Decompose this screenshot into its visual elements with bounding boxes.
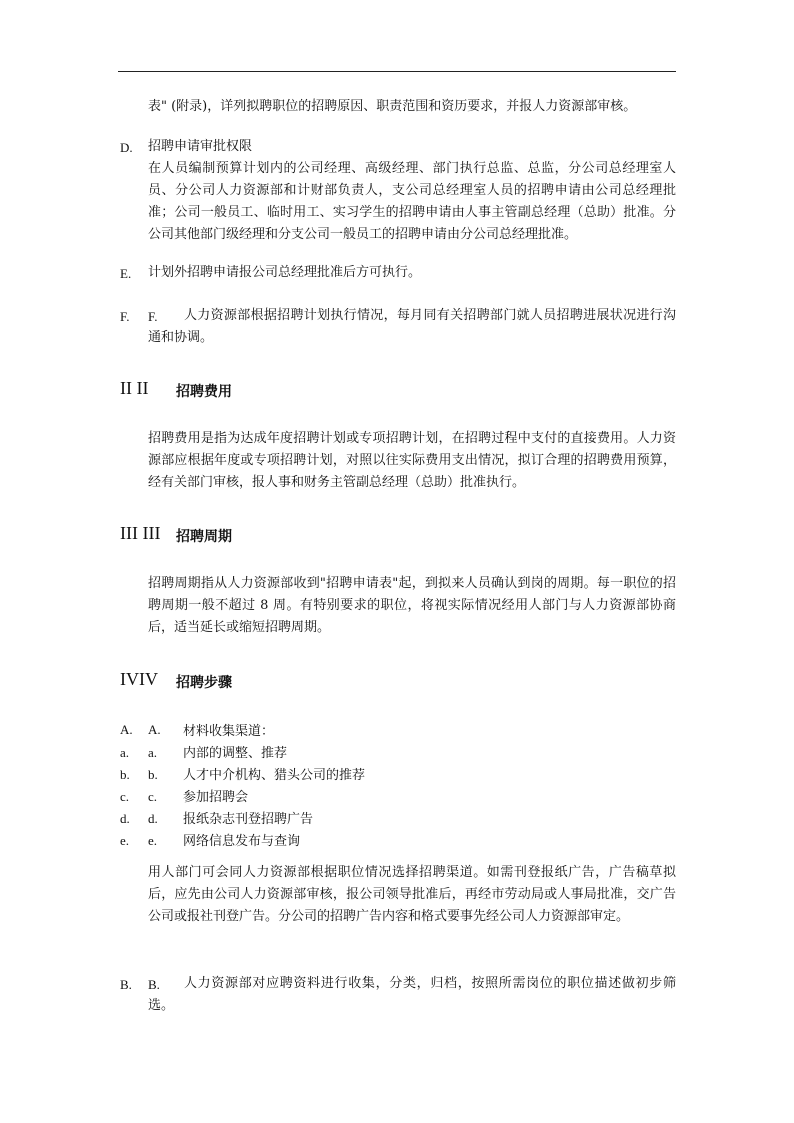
item-marker-d: D. — [120, 140, 133, 155]
section-3-title: 招聘周期 — [176, 529, 232, 545]
channel-marker-repeat: b. — [148, 767, 158, 782]
section-3-number: III III — [120, 523, 161, 543]
item-e-text: 计划外招聘申请报公司总经理批准后方可执行。 — [148, 265, 422, 280]
item-marker-e: E. — [120, 266, 132, 281]
step-a-marker-repeat: A. — [148, 722, 161, 737]
channel-marker-repeat: e. — [148, 833, 158, 848]
item-d-title: 招聘申请审批权限 — [148, 139, 253, 154]
step-b-marker: B. — [120, 977, 132, 992]
channel-item: 报纸杂志刊登招聘广告 — [183, 812, 314, 827]
channel-marker: a. — [120, 745, 130, 760]
channel-marker: e. — [120, 833, 130, 848]
step-a-marker: A. — [120, 722, 133, 737]
section-2-body: 招聘费用是指为达成年度招聘计划或专项招聘计划，在招聘过程中支付的直接费用。人力资源部应根据年度或专项招聘计划，对照以往实际费用支出情况，拟订合理的招聘费用预算，经有关部门审核，报人事和财务主管副总经理（总助）批准执行。 — [148, 431, 676, 490]
step-a-title: 材料收集渠道： — [183, 724, 275, 739]
channel-item: 网络信息发布与查询 — [183, 834, 301, 849]
channel-item: 人才中介机构、猎头公司的推荐 — [183, 768, 366, 783]
channel-marker-repeat: d. — [148, 811, 158, 826]
section-3-body: 招聘周期指从人力资源部收到"招聘申请表"起，到拟来人员确认到岗的周期。每一职位的招聘周期一般不超过 8 周。有特别要求的职位，将视实际情况经用人部门与人力资源部协商后，适当延长或缩短招聘周期。 — [148, 576, 676, 635]
section-2-title: 招聘费用 — [176, 384, 232, 400]
channel-marker: d. — [120, 811, 130, 826]
header-rule — [118, 71, 676, 72]
step-b-marker-repeat: B. — [148, 977, 160, 992]
channel-marker-repeat: a. — [148, 745, 158, 760]
step-b-text: 人力资源部对应聘资料进行收集，分类，归档，按照所需岗位的职位描述做初步筛选。 — [148, 976, 676, 1013]
channel-item: 参加招聘会 — [183, 790, 249, 805]
item-d-body: 在人员编制预算计划内的公司经理、高级经理、部门执行总监、总监，分公司总经理室人员、分公司人力资源部和计财部负责人，支公司总经理室人员的招聘申请由公司总经理批准；公司一般员工、临时用工、实习学生的招聘申请由人事主管副总经理（总助）批准。分公司其他部门级经理和分支公司一般员工的招聘申请由分公司总经理批准。 — [148, 161, 676, 242]
section-2-number: II II — [120, 378, 149, 398]
channel-marker: c. — [120, 789, 130, 804]
channel-item: 内部的调整、推荐 — [183, 746, 288, 761]
section-4-number: IVIV — [120, 669, 158, 689]
channels-body: 用人部门可会同人力资源部根据职位情况选择招聘渠道。如需刊登报纸广告，广告稿草拟后，应先由公司人力资源部审核，报公司领导批准后，再经市劳动局或人事局批准，交广告公司或报社刊登广告。分公司的招聘广告内容和格式要事先经公司人力资源部审定。 — [148, 865, 676, 924]
item-f-text: 人力资源部根据招聘计划执行情况，每月同有关招聘部门就人员招聘进展状况进行沟通和协调。 — [148, 308, 676, 345]
channel-marker: b. — [120, 767, 130, 782]
item-marker-f-repeat: F. — [148, 309, 158, 324]
section-4-title: 招聘步骤 — [176, 675, 232, 691]
channel-marker-repeat: c. — [148, 789, 158, 804]
continued-paragraph: 表" (附录)，详列拟聘职位的招聘原因、职责范围和资历要求，并报人力资源部审核。 — [148, 99, 637, 114]
item-marker-f: F. — [120, 309, 130, 324]
